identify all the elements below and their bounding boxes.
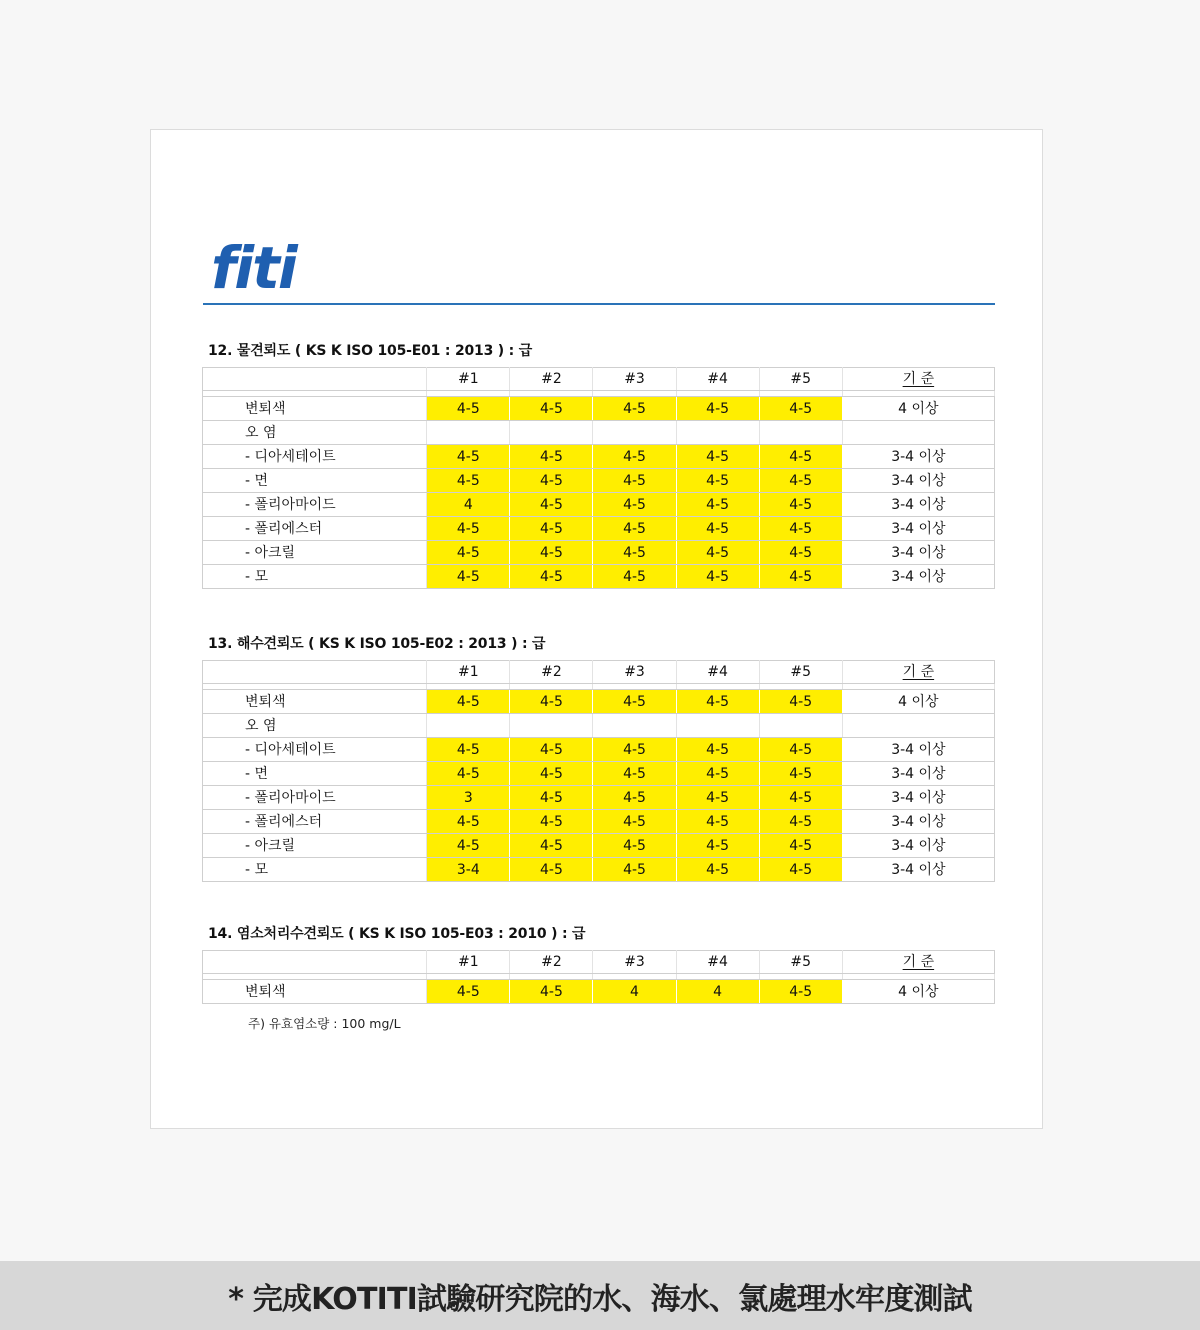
grade-cell: 4-5: [593, 445, 676, 469]
grade-cell: 4-5: [676, 493, 759, 517]
row-label: - 모: [203, 565, 427, 589]
grade-cell: 4-5: [593, 690, 676, 714]
grade-cell: [510, 714, 593, 738]
grade-cell: 4-5: [593, 762, 676, 786]
column-header: #2: [510, 661, 593, 684]
standard-header: 기 준: [902, 371, 935, 387]
row-label: - 폴리에스터: [203, 517, 427, 541]
row-label: - 면: [203, 762, 427, 786]
row-label: - 아크릴: [203, 834, 427, 858]
header-blank-cell: [203, 368, 427, 391]
standard-cell: 3-4 이상: [842, 493, 994, 517]
grade-cell: 4-5: [510, 493, 593, 517]
table-chlorinated-water-fastness: [202, 950, 995, 1004]
grade-cell: 4-5: [427, 517, 510, 541]
standard-cell: 3-4 이상: [842, 565, 994, 589]
table-water-fastness: [202, 367, 995, 589]
column-header: #1: [427, 951, 510, 974]
grade-cell: 4-5: [510, 541, 593, 565]
column-header: #5: [759, 951, 842, 974]
grade-cell: 4-5: [593, 565, 676, 589]
grade-cell: 4-5: [510, 397, 593, 421]
header-blank-cell: [203, 661, 427, 684]
grade-cell: 4-5: [759, 980, 842, 1004]
grade-cell: 4-5: [427, 445, 510, 469]
standard-cell: 4 이상: [842, 980, 994, 1004]
column-header: #3: [593, 661, 676, 684]
grade-cell: 4-5: [759, 690, 842, 714]
grade-cell: 4-5: [510, 469, 593, 493]
header-blank-cell: [203, 951, 427, 974]
grade-cell: 4-5: [427, 738, 510, 762]
column-header: #3: [593, 951, 676, 974]
grade-cell: [759, 714, 842, 738]
footnote: 주) 유효염소량 : 100 mg/L: [248, 1016, 401, 1031]
table-row: [203, 541, 995, 565]
fiti-logo-icon: [211, 238, 361, 298]
column-header: #4: [676, 951, 759, 974]
table-header-row: [203, 368, 995, 391]
table-row: [203, 445, 995, 469]
grade-cell: 4: [427, 493, 510, 517]
row-label: - 아크릴: [203, 541, 427, 565]
row-label: - 모: [203, 858, 427, 882]
grade-cell: 4-5: [759, 762, 842, 786]
table-seawater-fastness: [202, 660, 995, 882]
grade-cell: 4-5: [759, 786, 842, 810]
grade-cell: 4-5: [510, 834, 593, 858]
standard-header: 기 준: [902, 664, 935, 680]
grade-cell: 4-5: [759, 493, 842, 517]
grade-cell: 4-5: [593, 858, 676, 882]
grade-cell: 3-4: [427, 858, 510, 882]
row-label: 변퇴색: [203, 690, 427, 714]
grade-cell: 4-5: [593, 834, 676, 858]
table-row: [203, 397, 995, 421]
standard-cell: 3-4 이상: [842, 517, 994, 541]
column-header: #1: [427, 661, 510, 684]
grade-cell: 4-5: [676, 541, 759, 565]
grade-cell: 4-5: [510, 565, 593, 589]
grade-cell: 4-5: [676, 810, 759, 834]
grade-cell: [510, 421, 593, 445]
grade-cell: 4-5: [676, 445, 759, 469]
grade-cell: 4-5: [676, 397, 759, 421]
grade-cell: 4-5: [593, 738, 676, 762]
document-page: [150, 129, 1043, 1129]
standard-header-cell: [842, 368, 994, 391]
grade-cell: 4-5: [593, 517, 676, 541]
column-header: #5: [759, 661, 842, 684]
caption-banner: [0, 1261, 1200, 1330]
standard-cell: 3-4 이상: [842, 810, 994, 834]
grade-cell: 4-5: [676, 834, 759, 858]
column-header: #4: [676, 368, 759, 391]
grade-cell: 4-5: [427, 810, 510, 834]
row-label: - 폴리아마이드: [203, 493, 427, 517]
grade-cell: 4-5: [593, 541, 676, 565]
table-header-row: [203, 951, 995, 974]
grade-cell: 4-5: [427, 541, 510, 565]
column-header: #5: [759, 368, 842, 391]
section-title-13: 13. 해수견뢰도 ( KS K ISO 105-E02 : 2013 ) : 급: [208, 636, 546, 652]
grade-cell: 4-5: [593, 493, 676, 517]
standard-cell: 3-4 이상: [842, 786, 994, 810]
row-label: - 폴리에스터: [203, 810, 427, 834]
standard-cell: 3-4 이상: [842, 834, 994, 858]
row-label: 오 염: [203, 714, 427, 738]
table-row: [203, 980, 995, 1004]
table-row: [203, 421, 995, 445]
grade-cell: 4-5: [427, 690, 510, 714]
grade-cell: 4-5: [759, 738, 842, 762]
grade-cell: 4-5: [759, 858, 842, 882]
grade-cell: 4-5: [676, 738, 759, 762]
grade-cell: 4-5: [510, 738, 593, 762]
grade-cell: 4-5: [427, 834, 510, 858]
grade-cell: 4-5: [427, 397, 510, 421]
grade-cell: [759, 421, 842, 445]
grade-cell: 4-5: [427, 565, 510, 589]
grade-cell: 4-5: [510, 445, 593, 469]
grade-cell: 4-5: [593, 810, 676, 834]
grade-cell: 4-5: [676, 786, 759, 810]
table-row: [203, 762, 995, 786]
row-label: 오 염: [203, 421, 427, 445]
grade-cell: 4-5: [676, 565, 759, 589]
standard-header-cell: [842, 661, 994, 684]
table-row: [203, 565, 995, 589]
grade-cell: 4-5: [759, 834, 842, 858]
grade-cell: [593, 714, 676, 738]
row-label: 변퇴색: [203, 980, 427, 1004]
section-title-12: 12. 물견뢰도 ( KS K ISO 105-E01 : 2013 ) : 급: [208, 343, 533, 359]
standard-cell: 3-4 이상: [842, 762, 994, 786]
grade-cell: 4-5: [427, 469, 510, 493]
table-row: [203, 493, 995, 517]
grade-cell: 4-5: [676, 469, 759, 493]
grade-cell: 4: [676, 980, 759, 1004]
standard-cell: 4 이상: [842, 397, 994, 421]
standard-header: 기 준: [902, 954, 935, 970]
table-row: [203, 858, 995, 882]
grade-cell: [593, 421, 676, 445]
grade-cell: 4: [593, 980, 676, 1004]
table-row: [203, 690, 995, 714]
grade-cell: 4-5: [510, 810, 593, 834]
table-row: [203, 517, 995, 541]
grade-cell: 4-5: [759, 541, 842, 565]
row-label: 변퇴색: [203, 397, 427, 421]
grade-cell: 4-5: [510, 517, 593, 541]
grade-cell: 4-5: [759, 445, 842, 469]
section-title-14: 14. 염소처리수견뢰도 ( KS K ISO 105-E03 : 2010 ) : 급: [208, 926, 586, 942]
grade-cell: [676, 421, 759, 445]
grade-cell: 4-5: [759, 469, 842, 493]
column-header: #3: [593, 368, 676, 391]
column-header: #1: [427, 368, 510, 391]
table-row: [203, 834, 995, 858]
standard-cell: [842, 714, 994, 738]
grade-cell: 4-5: [676, 517, 759, 541]
grade-cell: 4-5: [593, 397, 676, 421]
grade-cell: 4-5: [510, 786, 593, 810]
grade-cell: [676, 714, 759, 738]
grade-cell: 4-5: [759, 810, 842, 834]
table-row: [203, 469, 995, 493]
standard-cell: 3-4 이상: [842, 541, 994, 565]
grade-cell: 4-5: [510, 858, 593, 882]
grade-cell: 4-5: [510, 690, 593, 714]
grade-cell: 4-5: [593, 786, 676, 810]
grade-cell: 4-5: [759, 397, 842, 421]
table-row: [203, 738, 995, 762]
grade-cell: 4-5: [510, 762, 593, 786]
standard-cell: 3-4 이상: [842, 445, 994, 469]
table-row: [203, 714, 995, 738]
column-header: #2: [510, 368, 593, 391]
grade-cell: 4-5: [676, 690, 759, 714]
table-header-row: [203, 661, 995, 684]
logo-wordmark: fiti: [211, 238, 296, 298]
standard-cell: 3-4 이상: [842, 858, 994, 882]
row-label: - 디아세테이트: [203, 445, 427, 469]
table-row: [203, 810, 995, 834]
column-header: #2: [510, 951, 593, 974]
grade-cell: 4-5: [759, 517, 842, 541]
grade-cell: 4-5: [510, 980, 593, 1004]
grade-cell: [427, 714, 510, 738]
row-label: - 폴리아마이드: [203, 786, 427, 810]
row-label: - 면: [203, 469, 427, 493]
grade-cell: 4-5: [676, 762, 759, 786]
header-rule: [203, 303, 995, 305]
column-header: #4: [676, 661, 759, 684]
grade-cell: 4-5: [427, 762, 510, 786]
standard-header-cell: [842, 951, 994, 974]
grade-cell: 3: [427, 786, 510, 810]
standard-cell: [842, 421, 994, 445]
grade-cell: 4-5: [676, 858, 759, 882]
grade-cell: [427, 421, 510, 445]
standard-cell: 3-4 이상: [842, 738, 994, 762]
table-row: [203, 786, 995, 810]
grade-cell: 4-5: [593, 469, 676, 493]
row-label: - 디아세테이트: [203, 738, 427, 762]
grade-cell: 4-5: [759, 565, 842, 589]
standard-cell: 3-4 이상: [842, 469, 994, 493]
standard-cell: 4 이상: [842, 690, 994, 714]
grade-cell: 4-5: [427, 980, 510, 1004]
caption-text: * 完成KOTITI試驗研究院的水、海水、氯處理水牢度測試: [228, 1281, 972, 1317]
